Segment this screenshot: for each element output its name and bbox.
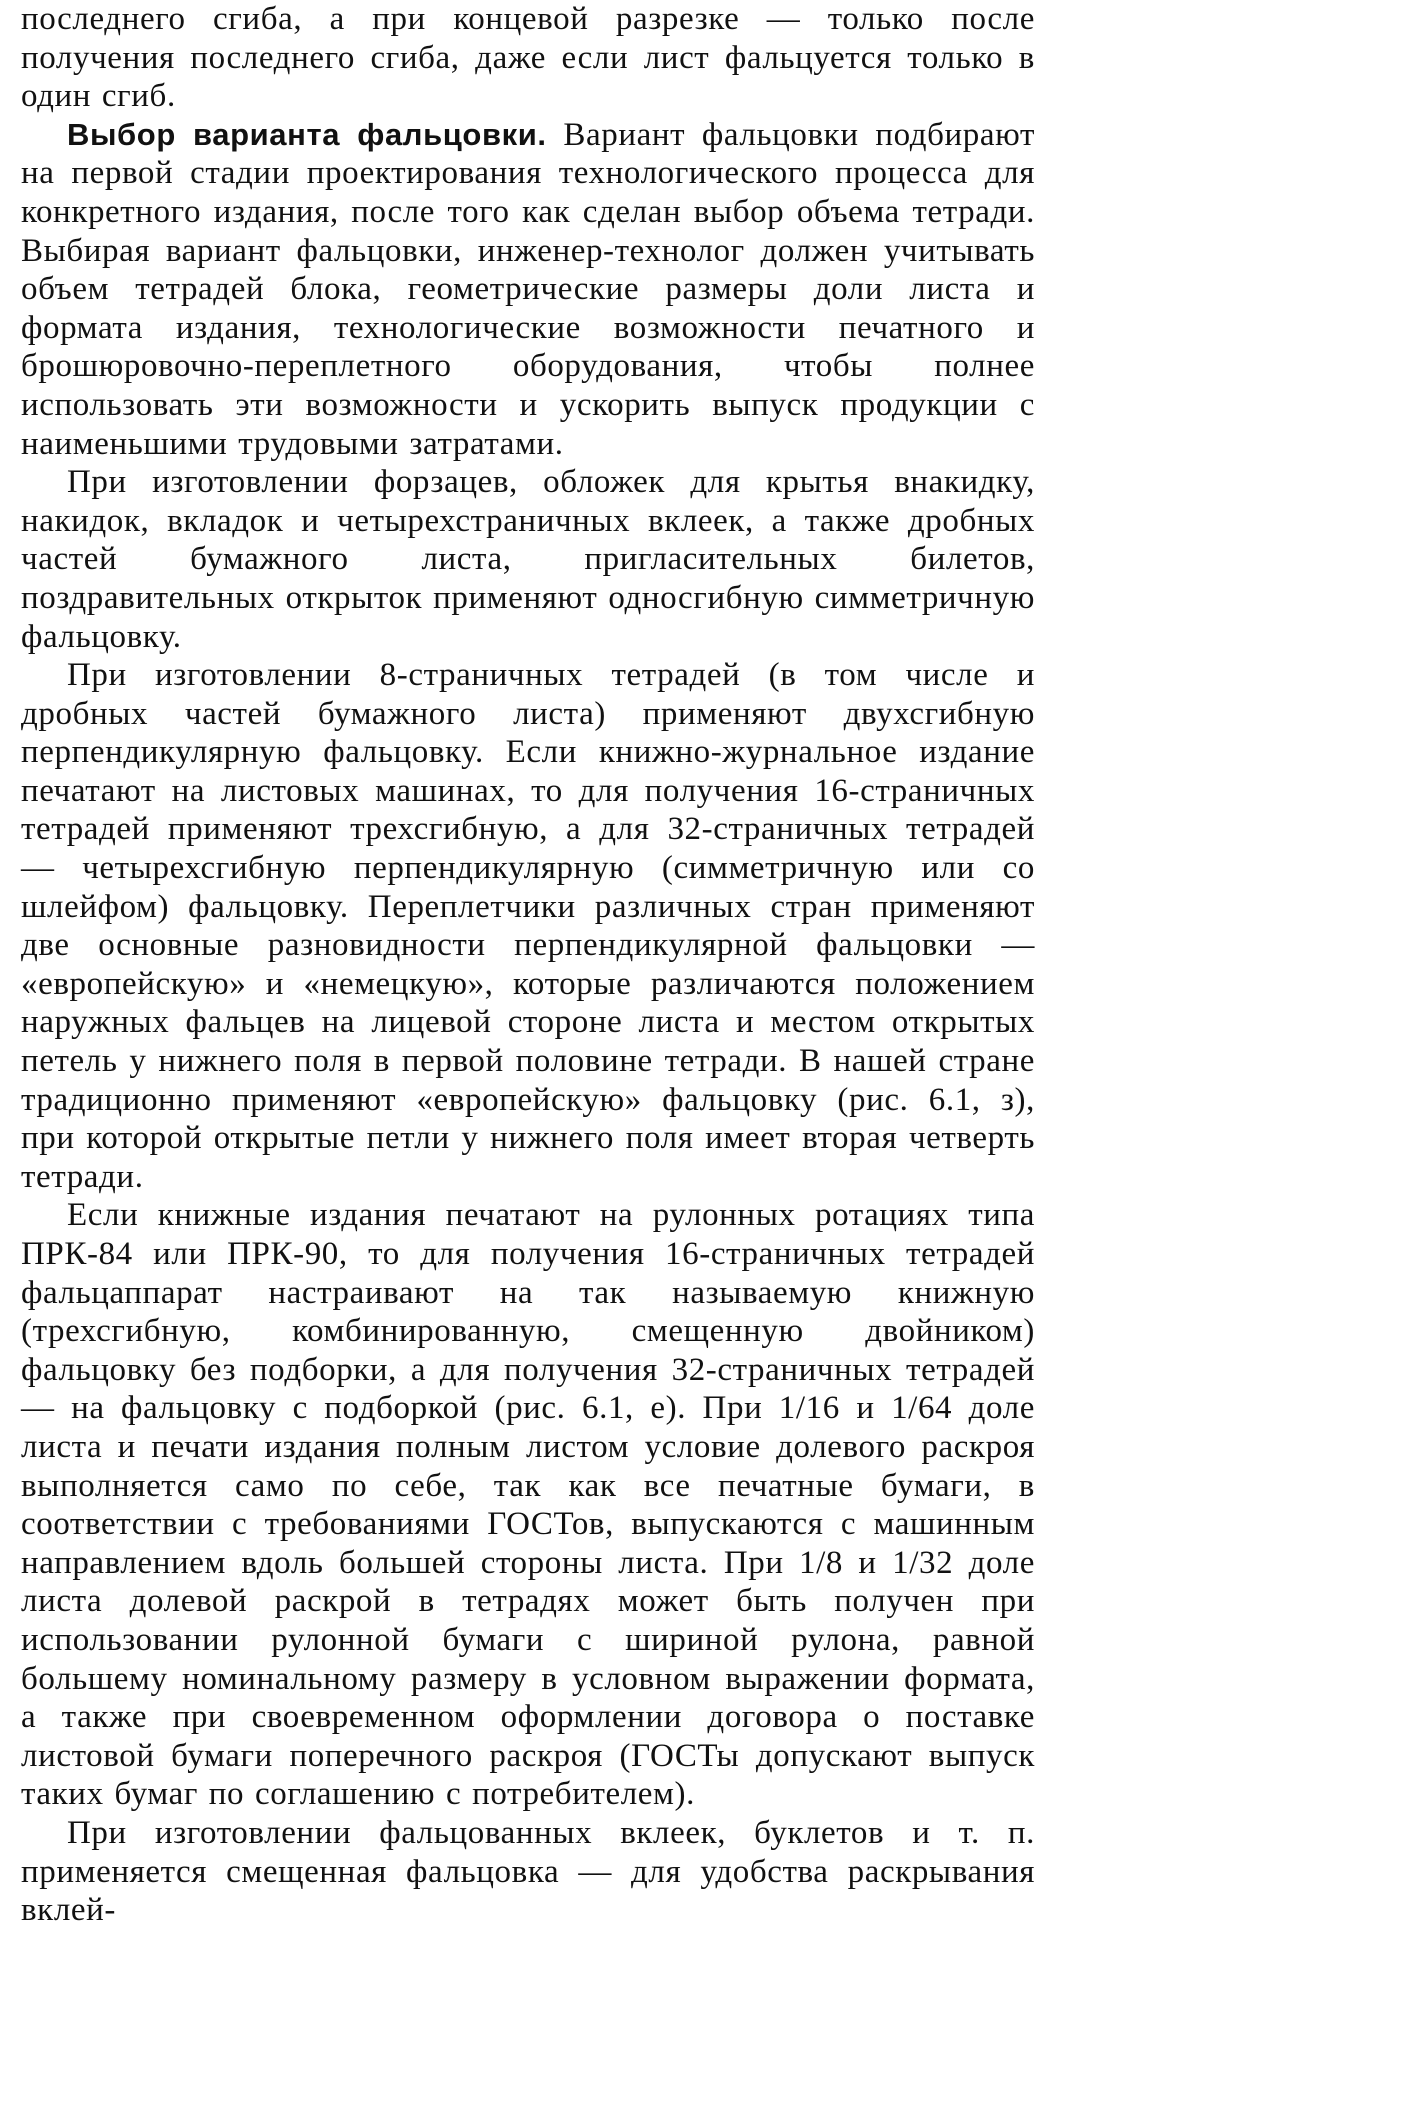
paragraph-text: Если книжные издания печатают на рулонных ротациях типа ПРК-84 или ПРК-90, то для получения 16-страничных тетрадей фальцаппарат настраивают на так называемую книжную (трехсгибную, комбинированную, смещенную двойником) фальцовку без подборки, а для получения 32-страничных тетрадей — на фальцовку с подборкой (рис. 6.1, е). При 1/16 и 1/64 доле листа и печати издания полным листом условие долевого раскроя выполняется само по себе, так как все печатные бумаги, в соответствии с требованиями ГОСТов, выпускаются с машинным направлением вдоль большей стороны листа. При 1/8 и 1/32 доле листа долевой раскрой в тетрадях может быть получен при использовании рулонной бумаги с шириной рулона, равной большему номинальному размеру в условном выражении формата, а также при своевременном оформлении договора о поставке листовой бумаги поперечного раскроя (ГОСТы допускают выпуск таких бумаг по соглашению с потребителем).: [21, 1197, 1035, 1813]
paragraph-rotary-fold: [21, 1196, 1035, 1814]
paragraph-continuation: [21, 0, 1035, 116]
paragraph-text: Вариант фальцовки подбирают на первой стадии проектирования технологического процесса для конкретного издания, после того как сделан выбор объема тетради. Выбирая вариант фальцовки, инженер-технолог должен учитывать объем тетрадей блока, геометрические размеры доли листа и формата издания, технологические возможности печатного и брошюровочно-переплетного оборудования, чтобы полнее использовать эти возможности и ускорить выпуск продукции с наименьшими трудовыми затратами.: [21, 116, 1035, 462]
paragraph-text: При изготовлении фальцованных вклеек, буклетов и т. п. применяется смещенная фальцовка — для удобства раскрывания вклей-: [21, 1814, 1035, 1929]
paragraph-text: При изготовлении форзацев, обложек для крытья внакидку, накидок, вкладок и четырехстраничных вклеек, а также дробных частей бумажного листа, пригласительных билетов, поздравительных открыток применяют односгибную симметричную фальцовку.: [21, 464, 1035, 655]
paragraph-offset-fold: [21, 1814, 1035, 1930]
paragraph-perpendicular-fold: [21, 656, 1035, 1196]
paragraph-fold-choice: [21, 116, 1035, 463]
document-page: [21, 0, 1035, 2114]
paragraph-lead-heading: Выбор варианта фальцовки.: [67, 116, 547, 152]
paragraph-text: последнего сгиба, а при концевой разрезке — только после получения последнего сгиба, даже если лист фальцуется только в один сгиб.: [21, 1, 1035, 115]
paragraph-single-fold: [21, 463, 1035, 656]
paragraph-text: При изготовлении 8-страничных тетрадей (в том числе и дробных частей бумажного листа) применяют двухсгибную перпендикулярную фальцовку. Если книжно-журнальное издание печатают на листовых машинах, то для получения 16-страничных тетрадей применяют трехсгибную, а для 32-страничных тетрадей — четырехсгибную перпендикулярную (симметричную или со шлейфом) фальцовку. Переплетчики различных стран применяют две основные разновидности перпендикулярной фальцовки — «европейскую» и «немецкую», которые различаются положением наружных фальцев на лицевой стороне листа и местом открытых петель у нижнего поля в первой половине тетради. В нашей стране традиционно применяют «европейскую» фальцовку (рис. 6.1, з), при которой открытые петли у нижнего поля имеет вторая четверть тетради.: [21, 657, 1035, 1195]
